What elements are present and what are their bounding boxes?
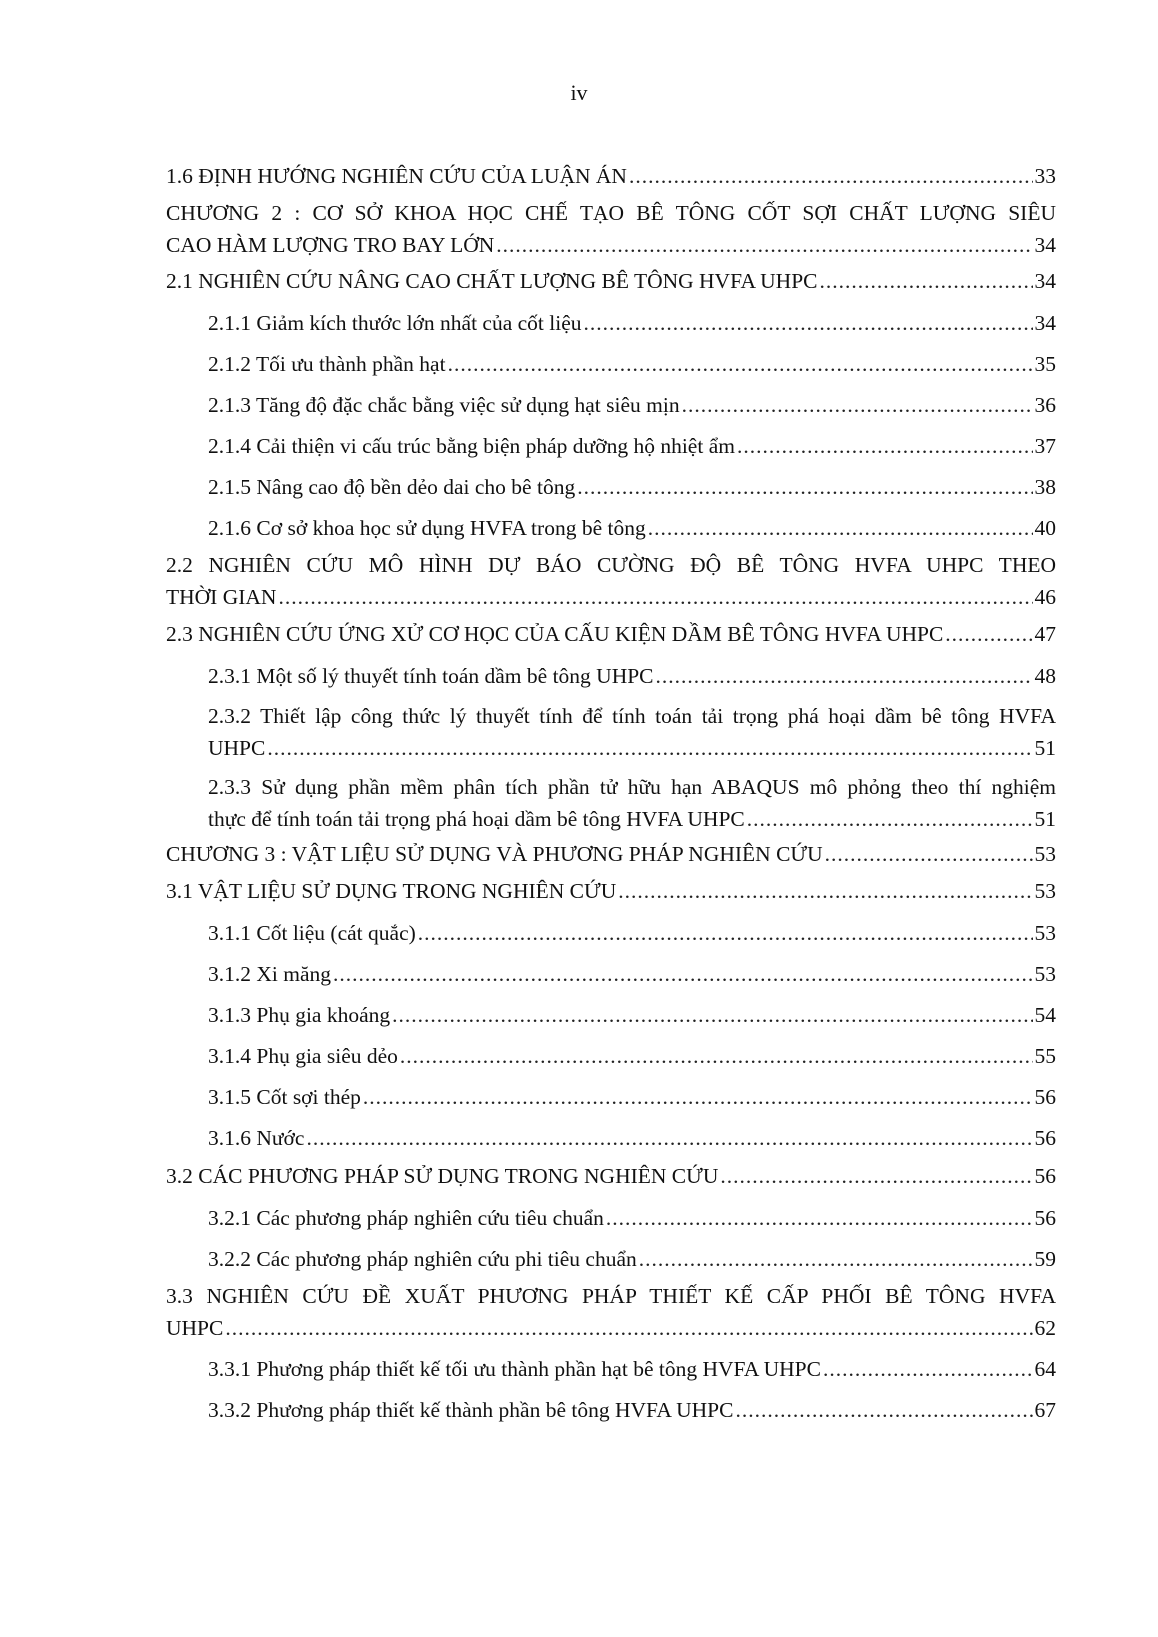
toc-entry-3-2[interactable]: [166, 1160, 1056, 1192]
toc-entry-page: 53: [1034, 962, 1056, 986]
toc-entry-title: 1.6 ĐỊNH HƯỚNG NGHIÊN CỨU CỦA LUẬN ÁN: [166, 164, 627, 188]
toc-entry-page: 48: [1034, 664, 1056, 688]
dot-leader: [825, 838, 1033, 870]
toc-entry-title: 2.1.6 Cơ sở khoa học sử dụng HVFA trong bê tông: [208, 516, 646, 540]
toc-entry-2-2[interactable]: [166, 549, 1056, 613]
toc-entry-2-1[interactable]: [166, 265, 1056, 297]
dot-leader: [333, 958, 1032, 990]
toc-entry-page: 59: [1034, 1247, 1056, 1271]
dot-leader: [629, 160, 1033, 192]
toc-entry-page: 38: [1034, 475, 1056, 499]
toc-entry-title: 3.2.1 Các phương pháp nghiên cứu tiêu chuẩn: [208, 1206, 604, 1230]
toc-entry-title: 3.2.2 Các phương pháp nghiên cứu phi tiêu chuẩn: [208, 1247, 637, 1271]
toc-entry-title: THỜI GIAN: [166, 585, 277, 609]
toc-entry-2-1-3[interactable]: [208, 389, 1056, 421]
toc-entry-title: 3.2 CÁC PHƯƠNG PHÁP SỬ DỤNG TRONG NGHIÊN CỨU: [166, 1164, 719, 1188]
toc-entry-page: 34: [1034, 233, 1056, 257]
toc-entry-title: CAO HÀM LƯỢNG TRO BAY LỚN: [166, 233, 495, 257]
toc-entry-title: 3.3.1 Phương pháp thiết kế tối ưu thành phần hạt bê tông HVFA UHPC: [208, 1357, 821, 1381]
toc-entry-title: 3.1.6 Nước: [208, 1126, 305, 1150]
dot-leader: [306, 1122, 1032, 1154]
toc-entry-page: 35: [1034, 352, 1056, 376]
toc-entry-page: 54: [1034, 1003, 1056, 1027]
toc-entry-3-3[interactable]: [166, 1280, 1056, 1344]
toc-entry-page: 56: [1034, 1126, 1056, 1150]
toc-entry-page: 34: [1034, 311, 1056, 335]
toc-entry-page: 56: [1034, 1206, 1056, 1230]
toc-entry-chapter-3[interactable]: [166, 838, 1056, 870]
toc-entry-title: CHƯƠNG 3 : VẬT LIỆU SỬ DỤNG VÀ PHƯƠNG PHÁP NGHIÊN CỨU: [166, 842, 823, 866]
toc-entry-page: 46: [1034, 585, 1056, 609]
toc-entry-title: 3.1.5 Cốt sợi thép: [208, 1085, 361, 1109]
dot-leader: [267, 732, 1032, 764]
toc-entry-3-1-4[interactable]: [208, 1040, 1056, 1072]
dot-leader: [392, 999, 1032, 1031]
toc-entry-1-6[interactable]: [166, 160, 1056, 192]
toc-entry-3-1[interactable]: [166, 875, 1056, 907]
toc-entry-page: 36: [1034, 393, 1056, 417]
toc-entry-title: 2.1.5 Nâng cao độ bền dẻo dai cho bê tông: [208, 475, 576, 499]
dot-leader: [363, 1081, 1033, 1113]
toc-entry-3-2-1[interactable]: [208, 1202, 1056, 1234]
dot-leader: [820, 265, 1033, 297]
dot-leader: [720, 1160, 1032, 1192]
toc-entry-page: 37: [1034, 434, 1056, 458]
toc-entry-3-1-6[interactable]: [208, 1122, 1056, 1154]
toc-entry-2-1-4[interactable]: [208, 430, 1056, 462]
dot-leader: [823, 1353, 1033, 1385]
dot-leader: [577, 471, 1032, 503]
dot-leader: [400, 1040, 1033, 1072]
toc-entry-page: 34: [1034, 269, 1056, 293]
toc-entry-title: 3.1.1 Cốt liệu (cát quắc): [208, 921, 416, 945]
toc-entry-3-3-2[interactable]: [208, 1394, 1056, 1426]
toc-entry-2-3-2[interactable]: [208, 700, 1056, 764]
toc-entry-page: 67: [1034, 1398, 1056, 1422]
toc-entry-2-1-5[interactable]: [208, 471, 1056, 503]
toc-entry-title: 2.1.1 Giảm kích thước lớn nhất của cốt liệu: [208, 311, 582, 335]
toc-entry-title: UHPC: [208, 736, 266, 760]
toc-entry-page: 64: [1034, 1357, 1056, 1381]
dot-leader: [584, 307, 1033, 339]
dot-leader: [606, 1202, 1033, 1234]
dot-leader: [682, 389, 1033, 421]
toc-entry-page: 56: [1034, 1085, 1056, 1109]
dot-leader: [278, 581, 1032, 613]
toc-entry-page: 47: [1034, 622, 1056, 646]
dot-leader: [735, 1394, 1032, 1426]
toc-entry-page: 51: [1034, 807, 1056, 831]
toc-entry-chapter-2[interactable]: [166, 197, 1056, 261]
toc-entry-title-line1: 2.3.2 Thiết lập công thức lý thuyết tính để tính toán tải trọng phá hoại dầm bê tông HVFA: [208, 704, 1056, 728]
toc-entry-title-line1: 2.2 NGHIÊN CỨU MÔ HÌNH DỰ BÁO CƯỜNG ĐỘ BÊ TÔNG HVFA UHPC THEO: [166, 553, 1056, 577]
toc-entry-3-2-2[interactable]: [208, 1243, 1056, 1275]
toc-entry-3-3-1[interactable]: [208, 1353, 1056, 1385]
toc-entry-title: 3.1 VẬT LIỆU SỬ DỤNG TRONG NGHIÊN CỨU: [166, 879, 617, 903]
toc-entry-2-1-2[interactable]: [208, 348, 1056, 380]
toc-entry-title: 3.3.2 Phương pháp thiết kế thành phần bê tông HVFA UHPC: [208, 1398, 734, 1422]
toc-entry-title-line1: 2.3.3 Sử dụng phần mềm phân tích phần tử hữu hạn ABAQUS mô phỏng theo thí nghiệm: [208, 775, 1056, 799]
toc-entry-2-1-1[interactable]: [208, 307, 1056, 339]
toc-entry-page: 55: [1034, 1044, 1056, 1068]
dot-leader: [418, 917, 1033, 949]
toc-entry-title: 3.1.4 Phụ gia siêu dẻo: [208, 1044, 398, 1068]
toc-entry-title: 2.1 NGHIÊN CỨU NÂNG CAO CHẤT LƯỢNG BÊ TÔNG HVFA UHPC: [166, 269, 818, 293]
toc-entry-title: 2.3.1 Một số lý thuyết tính toán dầm bê tông UHPC: [208, 664, 654, 688]
toc-entry-title: 2.1.2 Tối ưu thành phần hạt: [208, 352, 446, 376]
toc-entry-title: 3.1.3 Phụ gia khoáng: [208, 1003, 391, 1027]
toc-entry-2-3-3[interactable]: [208, 771, 1056, 835]
toc-entry-page: 53: [1034, 879, 1056, 903]
dot-leader: [496, 229, 1032, 261]
toc-entry-page: 53: [1034, 842, 1056, 866]
toc-entry-3-1-5[interactable]: [208, 1081, 1056, 1113]
dot-leader: [747, 803, 1033, 835]
toc-entry-title: 3.1.2 Xi măng: [208, 962, 332, 986]
dot-leader: [945, 618, 1032, 650]
toc-entry-page: 62: [1034, 1316, 1056, 1340]
dot-leader: [225, 1312, 1032, 1344]
toc-entry-2-1-6[interactable]: [208, 512, 1056, 544]
toc-entry-page: 53: [1034, 921, 1056, 945]
toc-entry-page: 56: [1034, 1164, 1056, 1188]
toc-entry-title: 2.3 NGHIÊN CỨU ỨNG XỬ CƠ HỌC CỦA CẤU KIỆN DẦM BÊ TÔNG HVFA UHPC: [166, 622, 944, 646]
toc-entry-title: UHPC: [166, 1316, 224, 1340]
toc-entry-3-1-2[interactable]: [208, 958, 1056, 990]
toc-entry-page: 51: [1034, 736, 1056, 760]
dot-leader: [618, 875, 1032, 907]
toc-entry-title: thực để tính toán tải trọng phá hoại dầm bê tông HVFA UHPC: [208, 807, 745, 831]
dot-leader: [656, 660, 1033, 692]
page-number: iv: [570, 80, 588, 105]
toc-entry-page: 33: [1034, 164, 1056, 188]
toc-entry-3-1-3[interactable]: [208, 999, 1056, 1031]
toc-entry-2-3-1[interactable]: [208, 660, 1056, 692]
toc-entry-title: 2.1.3 Tăng độ đặc chắc bằng việc sử dụng hạt siêu mịn: [208, 393, 680, 417]
toc-entry-page: 40: [1034, 516, 1056, 540]
toc-entry-3-1-1[interactable]: [208, 917, 1056, 949]
toc-entry-title: 2.1.4 Cải thiện vi cấu trúc bằng biện pháp dưỡng hộ nhiệt ẩm: [208, 434, 735, 458]
dot-leader: [648, 512, 1033, 544]
dot-leader: [639, 1243, 1033, 1275]
toc-entry-2-3[interactable]: [166, 618, 1056, 650]
toc-entry-title-line1: CHƯƠNG 2 : CƠ SỞ KHOA HỌC CHẾ TẠO BÊ TÔNG CỐT SỢI CHẤT LƯỢNG SIÊU: [166, 201, 1056, 225]
toc-entry-title-line1: 3.3 NGHIÊN CỨU ĐỀ XUẤT PHƯƠNG PHÁP THIẾT KẾ CẤP PHỐI BÊ TÔNG HVFA: [166, 1284, 1056, 1308]
dot-leader: [737, 430, 1033, 462]
dot-leader: [448, 348, 1033, 380]
